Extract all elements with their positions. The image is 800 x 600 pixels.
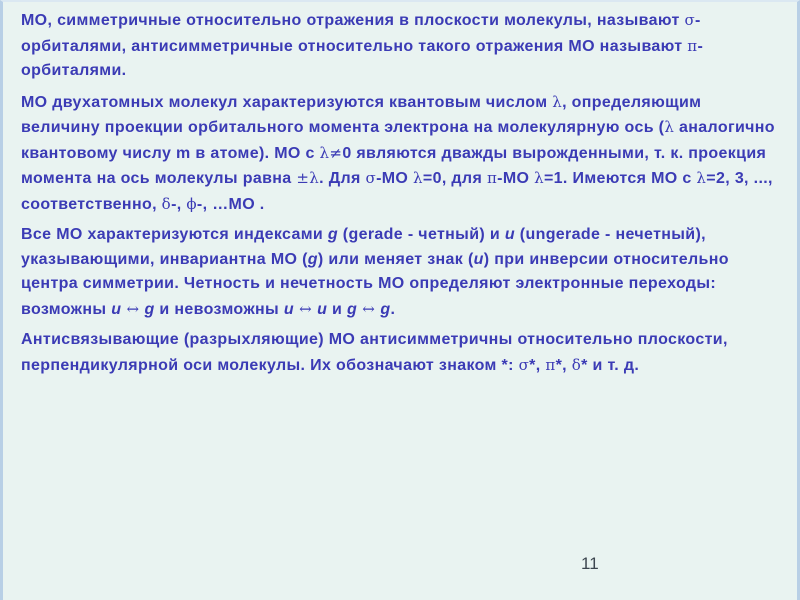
text-span: -, …МО . <box>196 195 265 213</box>
index-g: g <box>144 300 155 318</box>
text-span: *, <box>529 356 546 374</box>
text-span: и <box>327 300 348 318</box>
text-span: ) или меняет знак ( <box>317 250 474 268</box>
index-u: u <box>473 250 484 268</box>
text-span: =1. Имеются МО с <box>543 170 697 187</box>
arrow-both-icon: ↔ <box>293 299 318 318</box>
index-u: u <box>111 300 122 318</box>
index-u: u <box>283 300 294 318</box>
index-g: g <box>327 226 338 243</box>
index-g: g <box>347 300 358 318</box>
text-span: *, <box>555 356 572 374</box>
text-span: . Для <box>319 170 366 187</box>
text-span: =0, для <box>422 170 487 187</box>
paragraph-sigma-pi-definition <box>21 8 781 84</box>
symbol-lambda: λ <box>534 169 544 187</box>
symbol-delta: δ <box>571 355 582 374</box>
arrow-both-icon: ↔ <box>357 299 381 318</box>
text-span: МО, симметричные относительно отражения в плоскости молекулы, называют <box>21 12 685 29</box>
text-span: -орбиталями. <box>21 37 704 79</box>
symbol-sigma: σ <box>365 169 377 187</box>
text-span: 0 являются дважды вырожденными, т. к. проекция момента на ось молекулы равна <box>21 144 767 187</box>
text-span: -МО <box>376 170 414 187</box>
paragraph-lambda-quantum-number <box>21 90 781 218</box>
symbol-lambda: λ <box>664 118 675 136</box>
symbol-lambda-not-equal: λ≠ <box>319 143 343 162</box>
symbol-sigma: σ <box>518 355 530 374</box>
text-span: , определяющим величину проекции орбитального момента электрона на молекулярную ось ( <box>21 93 702 136</box>
text-span: и невозможны <box>154 300 284 318</box>
text-span: Все МО характеризуются индексами <box>21 226 328 243</box>
text-span: -орбиталями, антисимметричные относительно такого отражения МО называют <box>21 12 701 55</box>
symbol-pi: π <box>545 355 556 374</box>
paragraph-antibonding <box>21 328 781 378</box>
text-span: (ungerade - нечетный), указывающими, инвариантна МО ( <box>21 226 706 268</box>
paragraph-parity-indices <box>21 223 781 322</box>
symbol-plus-minus-lambda: ±λ <box>296 169 320 187</box>
text-span: (gerade - четный) и <box>338 226 505 243</box>
symbol-pi: π <box>486 169 498 187</box>
text-span: -, <box>171 195 187 213</box>
text-span: -МО <box>497 170 535 187</box>
arrow-both-icon: ↔ <box>121 299 145 318</box>
slide-body <box>21 8 781 378</box>
symbol-lambda: λ <box>696 169 707 187</box>
text-span: аналогично квантовому числу m в атоме). МО с <box>21 119 775 162</box>
page-number: 11 <box>581 554 599 573</box>
text-span: Антисвязывающие (разрыхляющие) МО антисимметричны относительно плоскости, перпендикулярной оси молекулы. Их обозначают знаком *: <box>21 331 728 374</box>
index-u: u <box>317 300 328 318</box>
symbol-phi: ϕ <box>186 194 197 213</box>
index-g: g <box>307 250 318 268</box>
index-u: u <box>504 226 515 243</box>
symbol-delta: δ <box>161 194 172 213</box>
text-span: * и т. д. <box>581 356 640 374</box>
symbol-lambda: λ <box>413 169 423 187</box>
symbol-lambda: λ <box>552 92 563 111</box>
text-span: =2, 3, ..., соответственно, <box>21 170 773 213</box>
symbol-sigma: σ <box>684 11 696 29</box>
text-span: МО двухатомных молекул характеризуются квантовым числом <box>21 93 553 111</box>
index-g: g <box>380 300 391 318</box>
text-span: . <box>390 300 396 318</box>
symbol-pi: π <box>687 36 698 55</box>
text-span: ) при инверсии относительно центра симметрии. Четность и нечетность МО определяют электронные переходы: возможны <box>21 250 729 318</box>
